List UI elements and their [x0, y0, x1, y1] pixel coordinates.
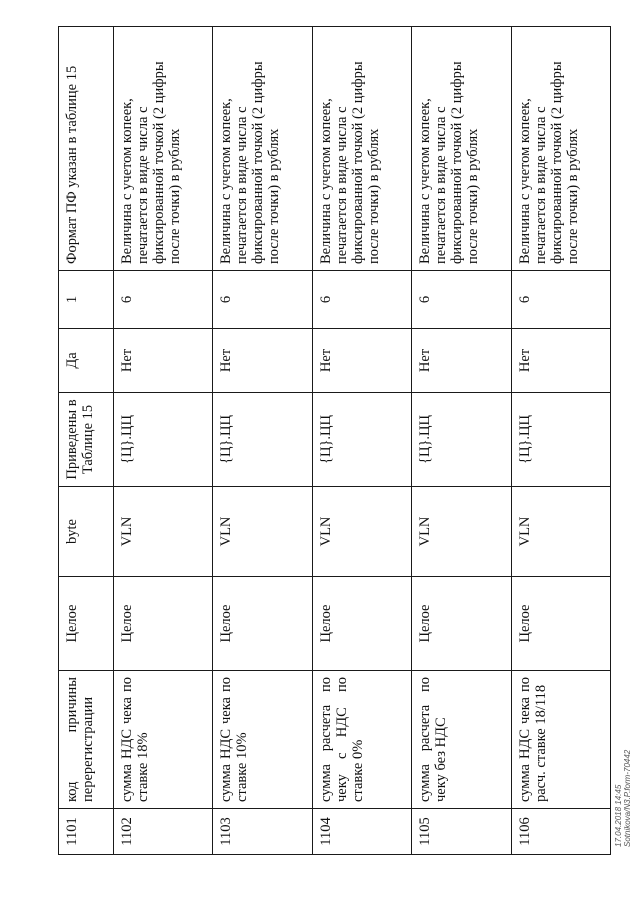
- cell-type: Целое: [412, 577, 511, 671]
- cell-name: сумма расчета по чеку без НДС: [412, 671, 511, 809]
- cell-tag-number: 1105: [412, 809, 511, 855]
- cell-length: 6: [412, 271, 511, 329]
- cell-length: 6: [511, 271, 610, 329]
- table-row: [114, 27, 213, 855]
- cell-encoding: VLN: [114, 487, 213, 577]
- table-header-row: [59, 27, 114, 855]
- cell-description: Величина с учетом копеек, печатается в виде числа с фиксированной точкой (2 цифры после точки) в рублях: [412, 27, 511, 271]
- cell-flag: Нет: [213, 329, 312, 393]
- cell-flag: Нет: [312, 329, 411, 393]
- table-row: [412, 27, 511, 855]
- cell-format: {Ц}.ЦЦ: [312, 393, 411, 487]
- cell-type: Целое: [213, 577, 312, 671]
- cell-tag-number: 1102: [114, 809, 213, 855]
- header-type: Целое: [59, 577, 114, 671]
- cell-encoding: VLN: [511, 487, 610, 577]
- footnote-date: 17.04.2018 14:45: [614, 784, 623, 847]
- cell-description: Величина с учетом копеек, печатается в виде числа с фиксированной точкой (2 цифры после точки) в рублях: [213, 27, 312, 271]
- cell-type: Целое: [511, 577, 610, 671]
- header-description: Формат ПФ указан в таблице 15: [59, 27, 114, 271]
- cell-format: {Ц}.ЦЦ: [213, 393, 312, 487]
- cell-type: Целое: [312, 577, 411, 671]
- cell-encoding: VLN: [213, 487, 312, 577]
- header-length: 1: [59, 271, 114, 329]
- cell-tag-number: 1106: [511, 809, 610, 855]
- cell-format: {Ц}.ЦЦ: [412, 393, 511, 487]
- cell-name: сумма НДС чека по ставке 18%: [114, 671, 213, 809]
- cell-format: {Ц}.ЦЦ: [511, 393, 610, 487]
- cell-encoding: VLN: [312, 487, 411, 577]
- header-encoding: byte: [59, 487, 114, 577]
- cell-name: сумма НДС чека по расч. ставке 18/118: [511, 671, 610, 809]
- fiscal-tags-table: [58, 26, 611, 855]
- cell-tag-number: 1103: [213, 809, 312, 855]
- table-row: [213, 27, 312, 855]
- cell-encoding: VLN: [412, 487, 511, 577]
- cell-description: Величина с учетом копеек, печатается в виде числа с фиксированной точкой (2 цифры после точки) в рублях: [312, 27, 411, 271]
- cell-length: 6: [213, 271, 312, 329]
- footnote-reference: Sotnikova/N3.P.form-70442: [623, 749, 632, 847]
- cell-name: сумма НДС чека по ставке 10%: [213, 671, 312, 809]
- header-flag: Да: [59, 329, 114, 393]
- cell-description: Величина с учетом копеек, печатается в виде числа с фиксированной точкой (2 цифры после точки) в рублях: [114, 27, 213, 271]
- cell-type: Целое: [114, 577, 213, 671]
- table-row: [511, 27, 610, 855]
- document-footnote: [614, 647, 632, 847]
- cell-flag: Нет: [511, 329, 610, 393]
- cell-length: 6: [114, 271, 213, 329]
- cell-name: сумма расчета по чеку с НДС по ставке 0%: [312, 671, 411, 809]
- cell-format: {Ц}.ЦЦ: [114, 393, 213, 487]
- cell-tag-number: 1104: [312, 809, 411, 855]
- header-name: код причины перерегистрации: [59, 671, 114, 809]
- cell-flag: Нет: [114, 329, 213, 393]
- cell-length: 6: [312, 271, 411, 329]
- cell-flag: Нет: [412, 329, 511, 393]
- table-row: [312, 27, 411, 855]
- header-format: Приведены в Таблице 15: [59, 393, 114, 487]
- cell-description: Величина с учетом копеек, печатается в виде числа с фиксированной точкой (2 цифры после точки) в рублях: [511, 27, 610, 271]
- header-tag-number: 1101: [59, 809, 114, 855]
